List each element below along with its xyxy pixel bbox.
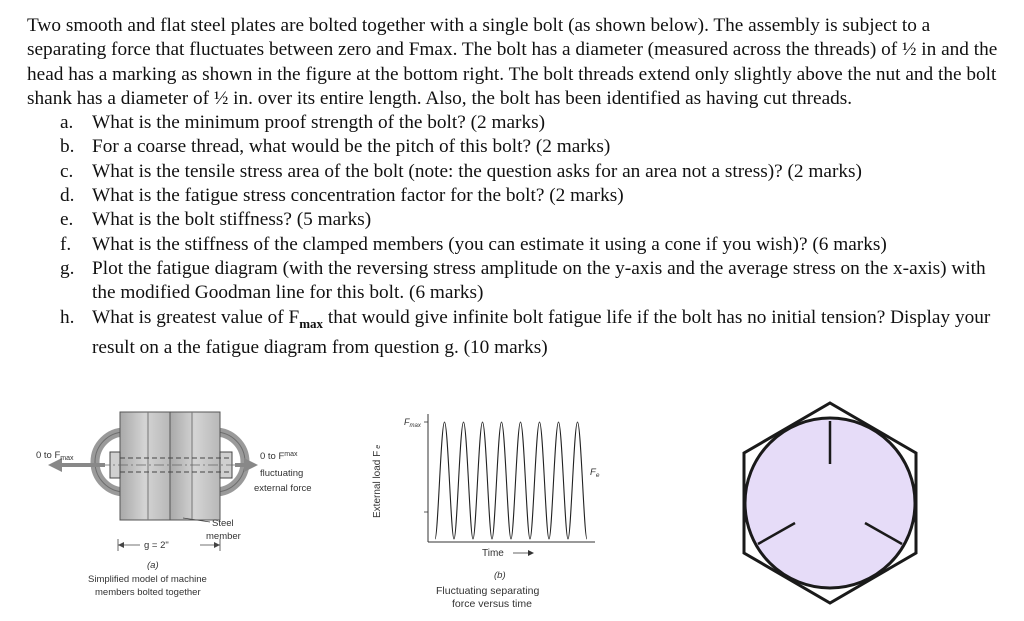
right-plate — [170, 412, 220, 520]
question-item — [60, 135, 1002, 159]
right-force-label-line2: fluctuating — [260, 468, 304, 479]
figure-b-caption-line2: force versus time — [452, 598, 532, 610]
question-letter: a. — [60, 112, 74, 134]
question-letter: e. — [60, 209, 74, 231]
figure-load-time — [360, 408, 620, 613]
figure-bolted-joint — [30, 400, 330, 610]
figure-a-caption-line2: members bolted together — [95, 587, 201, 598]
right-force-arrow — [235, 458, 258, 472]
time-arrow — [513, 550, 534, 556]
question-text-start: What is greatest value of F — [92, 306, 300, 328]
problem-statement — [27, 14, 1002, 360]
question-text: What is the minimum proof strength of the bolt? (2 marks) — [92, 112, 546, 134]
figure-a-caption-line1: Simplified model of machine — [88, 574, 207, 585]
question-item — [60, 233, 1002, 257]
figure-a-tag: (a) — [147, 560, 159, 571]
question-text: For a coarse thread, what would be the pitch of this bolt? (2 marks) — [92, 136, 611, 158]
question-text-end: that would give infinite bolt fatigue life if the bolt has no initial tension? Display your result on a the fatigue diagram from question g. (10 marks) — [92, 306, 991, 358]
fe-label: $F_e$ — [590, 467, 600, 479]
question-letter: d. — [60, 185, 75, 207]
fmax-label: $F_{max}$ — [404, 417, 421, 429]
figure-b-tag: (b) — [494, 570, 506, 581]
y-axis-ticks — [424, 422, 428, 512]
left-force-label: 0 to $F_{max}$ — [36, 450, 74, 462]
figure-b-caption-line1: Fluctuating separating — [436, 585, 540, 597]
member-label-line2: member — [206, 531, 241, 542]
question-text — [92, 306, 1002, 360]
question-text: What is the fatigue stress concentration factor for the bolt? (2 marks) — [92, 185, 624, 207]
member-label-line1: Steel — [212, 518, 234, 529]
figure-bolt-head-marking — [735, 398, 925, 608]
question-text: What is the stiffness of the clamped members (you can estimate it using a cone if you wish)? (6 marks) — [92, 233, 887, 255]
question-text: What is the tensile stress area of the bolt (note: the question asks for an area not a stress)? (2 marks) — [92, 160, 862, 182]
problem-intro: Two smooth and flat steel plates are bolted together with a single bolt (as shown below). The assembly is subject to a separating force that fluctuates between zero and Fmax. The bolt has a diameter (measured across the threads) of ½ in and the head has a marking as shown in the figure at the bottom right. The bolt threads extend only slightly above the nut and the bolt shank has a diameter of ½ in. over its entire length. Also, the bolt has been identified as having cut threads. — [27, 15, 998, 109]
fmax-subscript: max — [299, 315, 324, 331]
grip-dimension — [118, 539, 220, 551]
question-item — [60, 306, 1002, 360]
question-text: What is the bolt stiffness? (5 marks) — [92, 209, 372, 231]
y-axis-label: External load Fe — [372, 444, 383, 518]
question-item — [60, 208, 1002, 232]
right-force-label-line3: external force — [254, 483, 312, 494]
question-letter: c. — [60, 160, 74, 182]
question-item — [60, 111, 1002, 135]
question-text: Plot the fatigue diagram (with the reversing stress amplitude on the y-axis and the average stress on the x-axis) with the modified Goodman line for this bolt. (6 marks) — [92, 257, 986, 304]
question-letter: f. — [60, 233, 72, 255]
question-letter: b. — [60, 136, 75, 158]
question-letter: g. — [60, 257, 75, 279]
question-item — [60, 160, 1002, 184]
left-plate — [120, 412, 170, 520]
question-list — [27, 111, 1002, 360]
question-letter: h. — [60, 306, 75, 328]
grip-label: g = 2" — [144, 540, 169, 551]
question-item — [60, 184, 1002, 208]
question-item — [60, 257, 1002, 306]
right-force-label: 0 to $F^{max}$ — [260, 451, 298, 462]
load-waveform — [435, 422, 587, 539]
x-axis-label: Time — [482, 548, 504, 559]
